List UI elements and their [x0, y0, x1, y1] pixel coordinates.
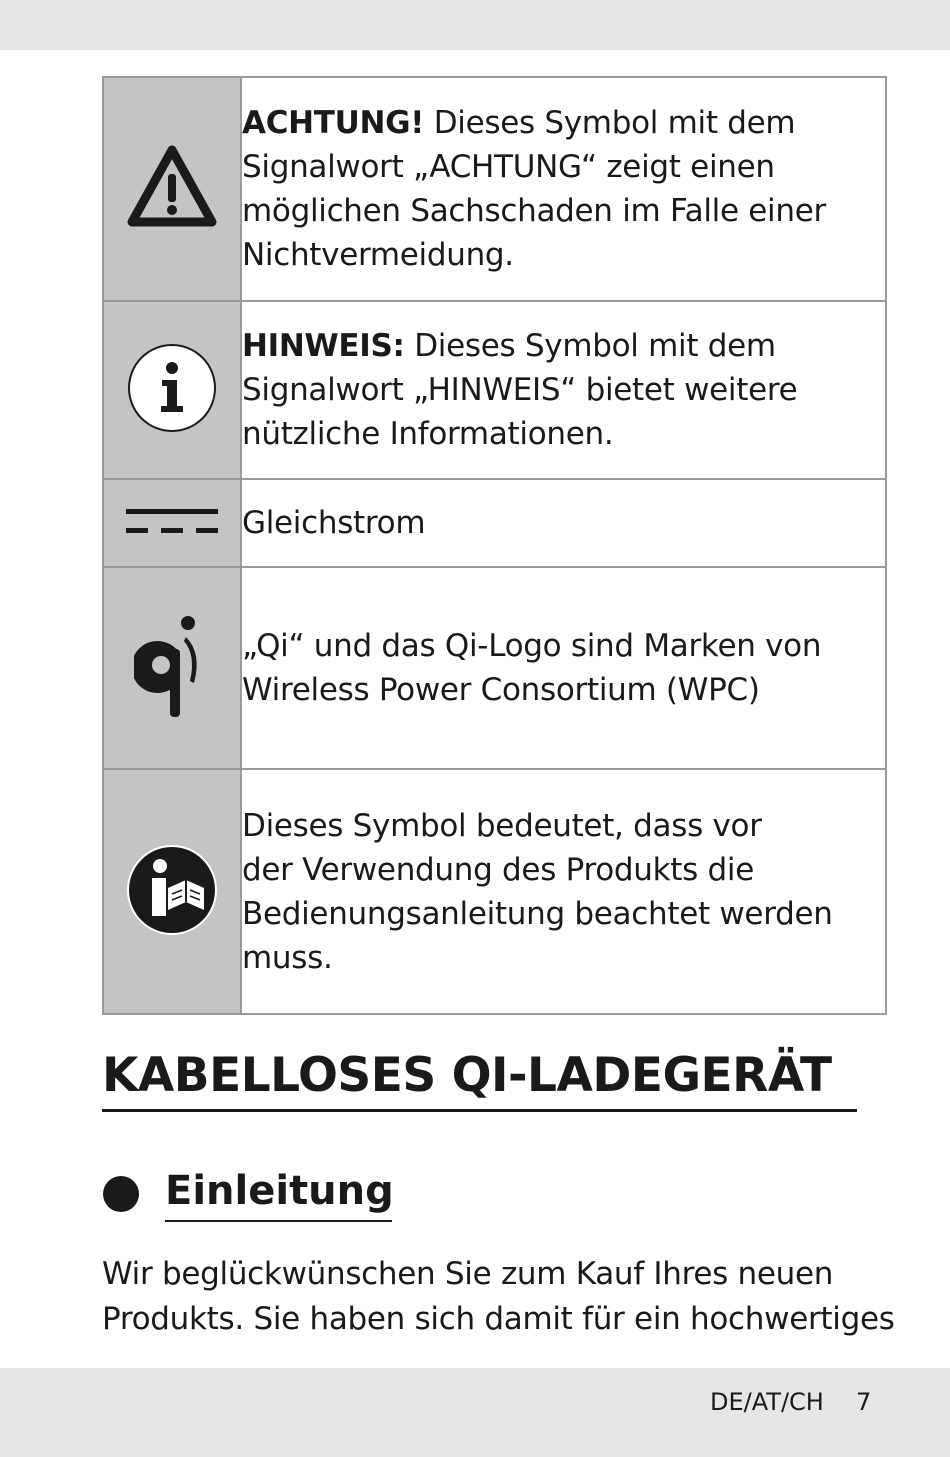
symbol-description: Dieses Symbol bedeutet, dass vor der Verwendung des Produkts die Bedienungsanleitung beachtet werden muss. [241, 769, 886, 1014]
info-icon [126, 342, 218, 434]
symbol-icon-cell [103, 769, 241, 1014]
symbol-icon-cell [103, 301, 241, 479]
signal-word-label: HINWEIS: [242, 328, 405, 364]
symbol-description: „Qi“ und das Qi-Logo sind Marken von Wireless Power Consortium (WPC) [241, 567, 886, 769]
signal-word-label: ACHTUNG! [242, 105, 425, 141]
read-manual-icon [126, 844, 218, 936]
symbol-row-read-manual [103, 769, 886, 1014]
intro-paragraph: Wir beglückwünschen Sie zum Kauf Ihres neuen Produkts. Sie haben sich damit für ein hochwertiges [102, 1256, 895, 1337]
bullet-icon [103, 1176, 139, 1212]
section-title-underline [102, 1109, 857, 1112]
footer-region: DE/AT/CH [710, 1388, 824, 1416]
symbol-description: HINWEIS: Dieses Symbol mit dem Signalwort „HINWEIS“ bietet weitere nützliche Informationen. [241, 301, 886, 479]
symbol-icon-cell [103, 77, 241, 301]
page-top-band [0, 0, 950, 50]
section-title: KABELLOSES QI-LADEGERÄT [102, 1048, 832, 1103]
symbol-icon-cell [103, 479, 241, 567]
symbol-row-qi [103, 567, 886, 769]
symbol-icon-cell [103, 567, 241, 769]
symbol-row-info [103, 301, 886, 479]
page-number: 7 [856, 1388, 872, 1416]
symbol-row-warning [103, 77, 886, 301]
subsection-title: Einleitung [165, 1168, 394, 1214]
subsection-title-underline [165, 1220, 392, 1222]
warning-triangle-icon [126, 144, 218, 230]
symbol-row-direct-current [103, 479, 886, 567]
qi-logo-icon [134, 611, 210, 721]
symbol-table [102, 76, 887, 1015]
symbol-description: Gleichstrom [241, 479, 886, 567]
symbol-description: ACHTUNG! Dieses Symbol mit dem Signalwort „ACHTUNG“ zeigt einen möglichen Sachschaden im Falle einer Nichtvermeidung. [241, 77, 886, 301]
direct-current-icon [124, 505, 220, 537]
